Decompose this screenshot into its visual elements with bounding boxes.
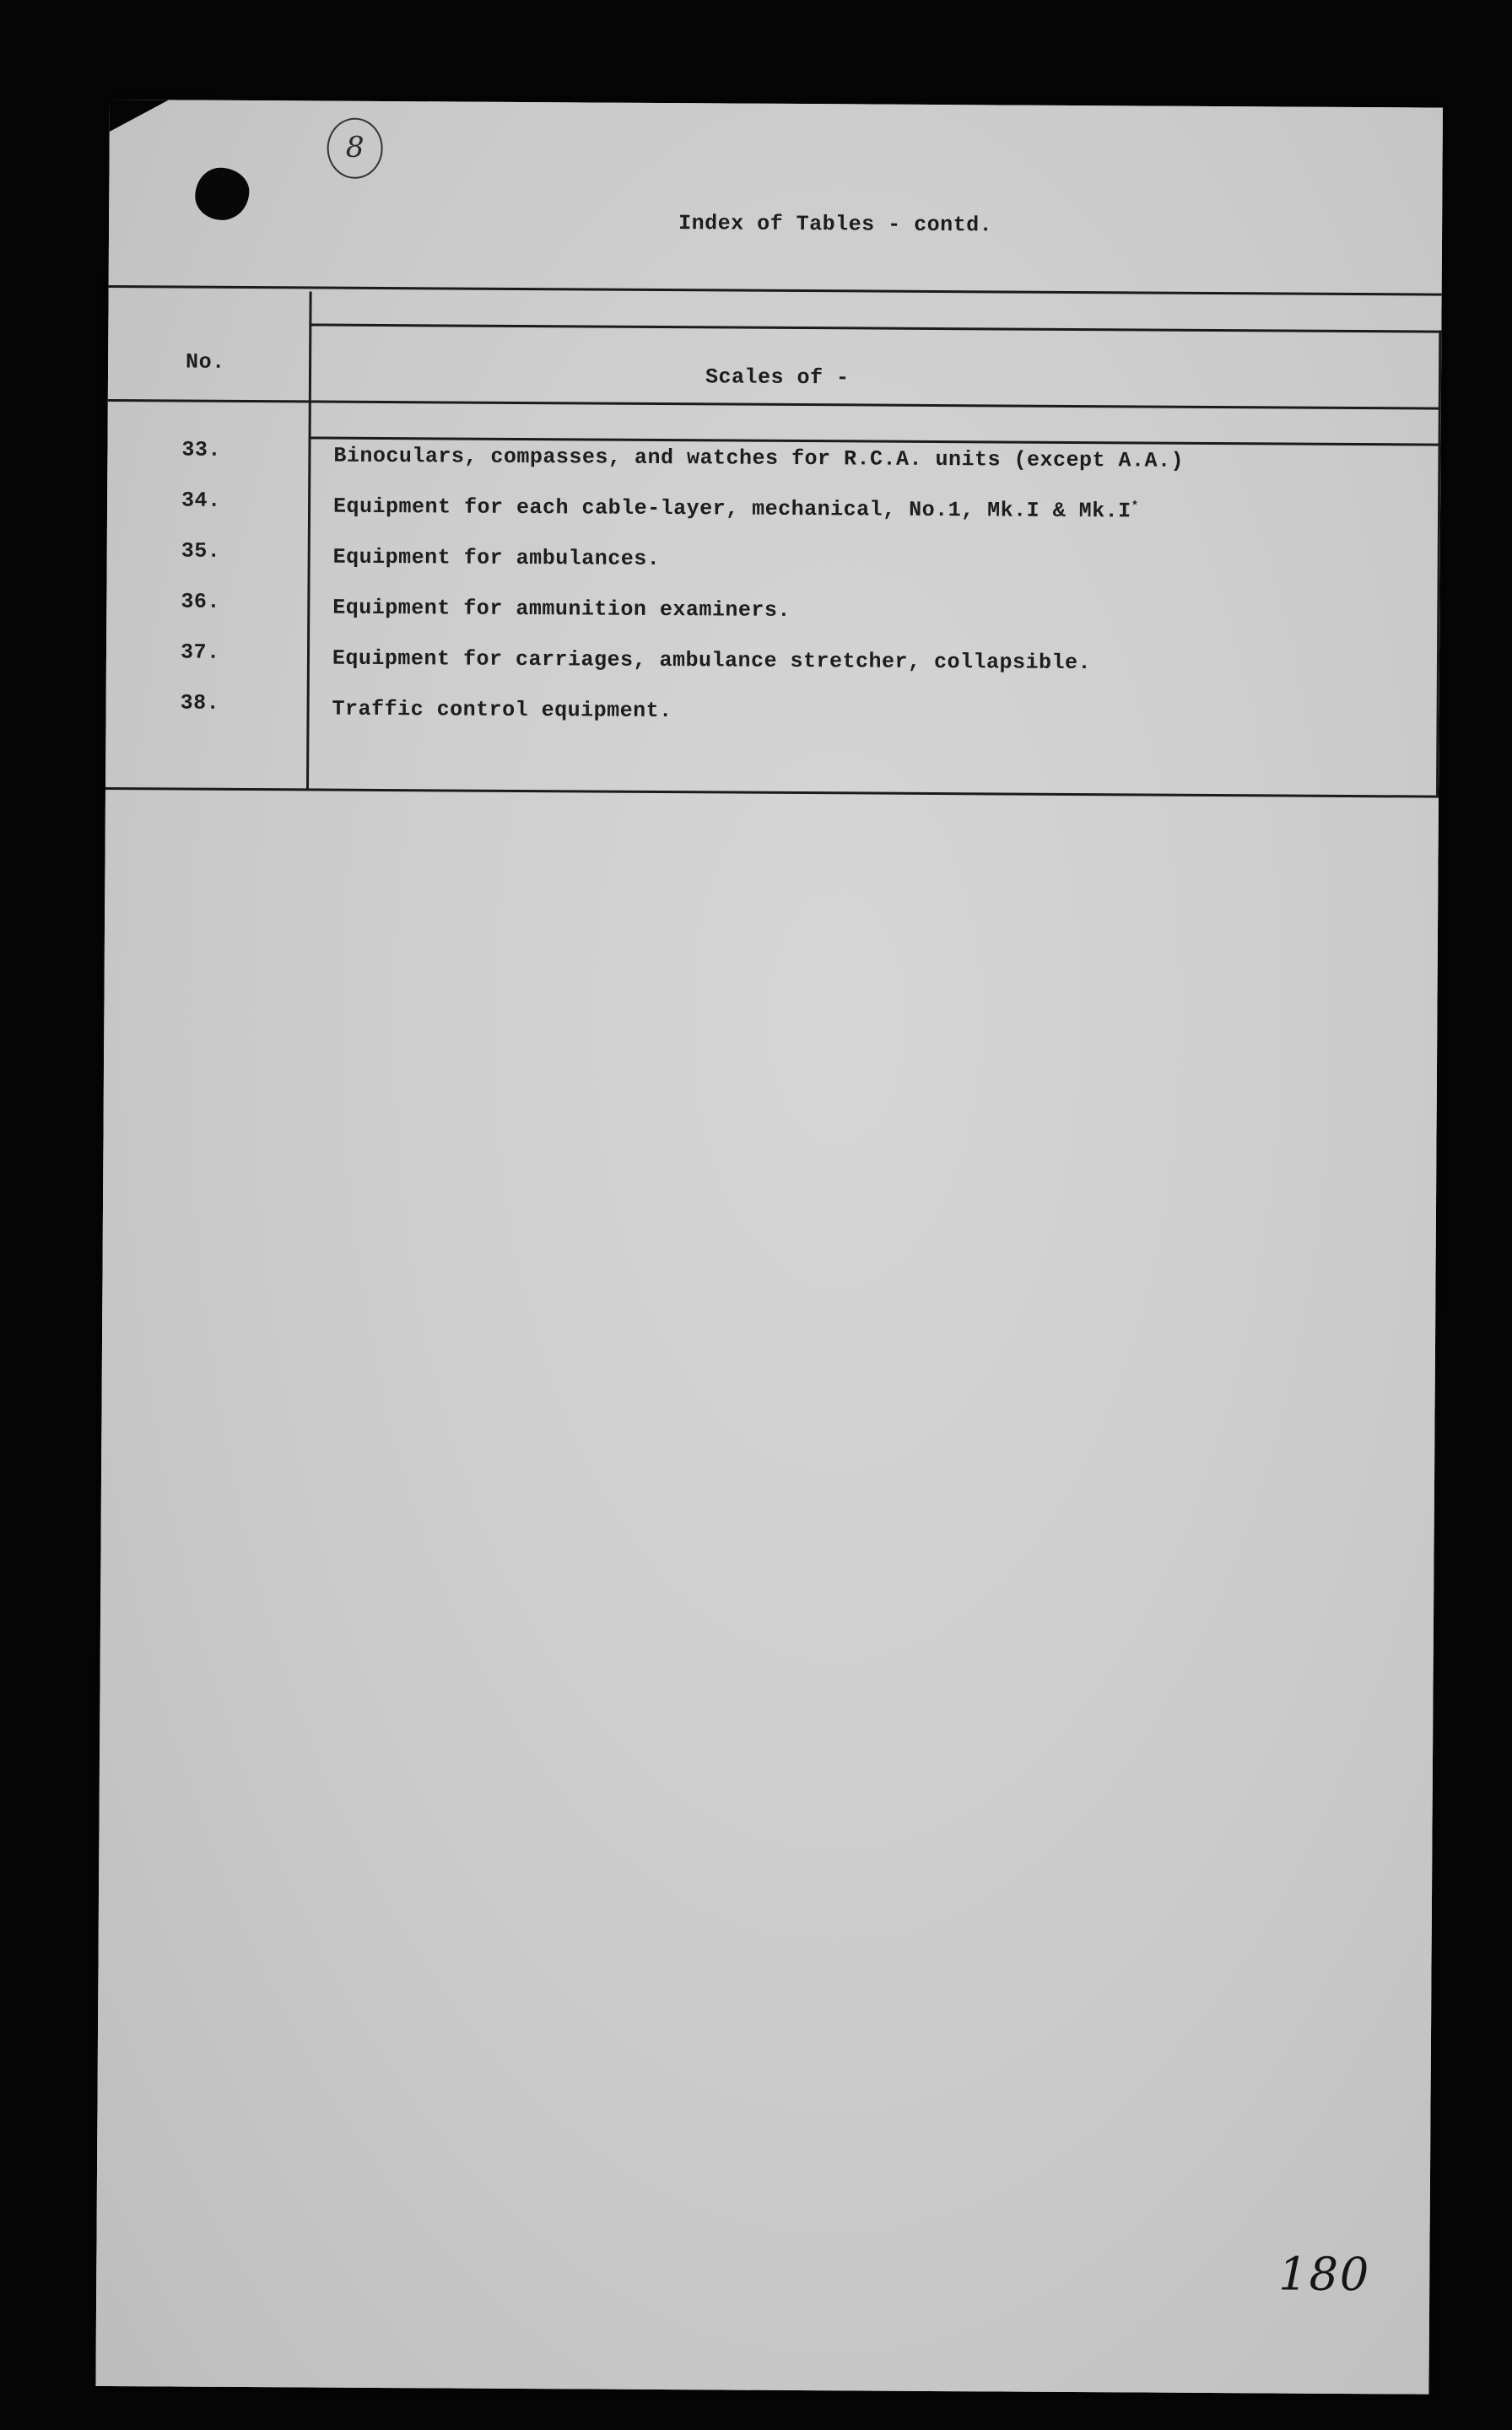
row-description xyxy=(332,596,791,623)
table-bottom-rule xyxy=(105,787,1439,798)
folded-corner xyxy=(110,100,169,132)
row-description xyxy=(332,697,672,723)
row-description-text: Equipment for carriages, ambulance stretcher, collapsible. xyxy=(332,645,1092,676)
row-number: 38. xyxy=(180,690,220,716)
row-description-text: Equipment for each cable-layer, mechanical, No.1, Mk.I & Mk.I xyxy=(332,494,1131,524)
page-title: Index of Tables - contd. xyxy=(678,211,993,238)
column-header-scales: Scales of - xyxy=(705,364,850,391)
header-top-rule xyxy=(309,323,1441,332)
paper-sheet xyxy=(95,100,1443,2395)
punch-hole xyxy=(195,168,249,220)
row-number: 35. xyxy=(181,538,221,564)
row-description xyxy=(332,646,1091,675)
superscript-mark: * xyxy=(1131,500,1139,514)
row-description xyxy=(333,545,661,571)
row-description xyxy=(333,444,1184,473)
row-number: 33. xyxy=(181,437,222,462)
row-description-text: Binoculars, compasses, and watches for R.C.A. units (except A.A.) xyxy=(333,443,1185,473)
row-number: 37. xyxy=(180,640,220,665)
row-description xyxy=(333,494,1139,524)
folio-number: 8 xyxy=(327,118,382,179)
row-number: 34. xyxy=(181,488,221,513)
column-header-no: No. xyxy=(186,349,225,375)
row-number: 36. xyxy=(181,589,220,614)
handwritten-page-number: 180 xyxy=(1278,2247,1371,2302)
row-description-text: Equipment for ammunition examiners. xyxy=(332,595,791,623)
row-description-text: Equipment for ambulances. xyxy=(332,544,661,571)
row-description-text: Traffic control equipment. xyxy=(332,696,672,724)
